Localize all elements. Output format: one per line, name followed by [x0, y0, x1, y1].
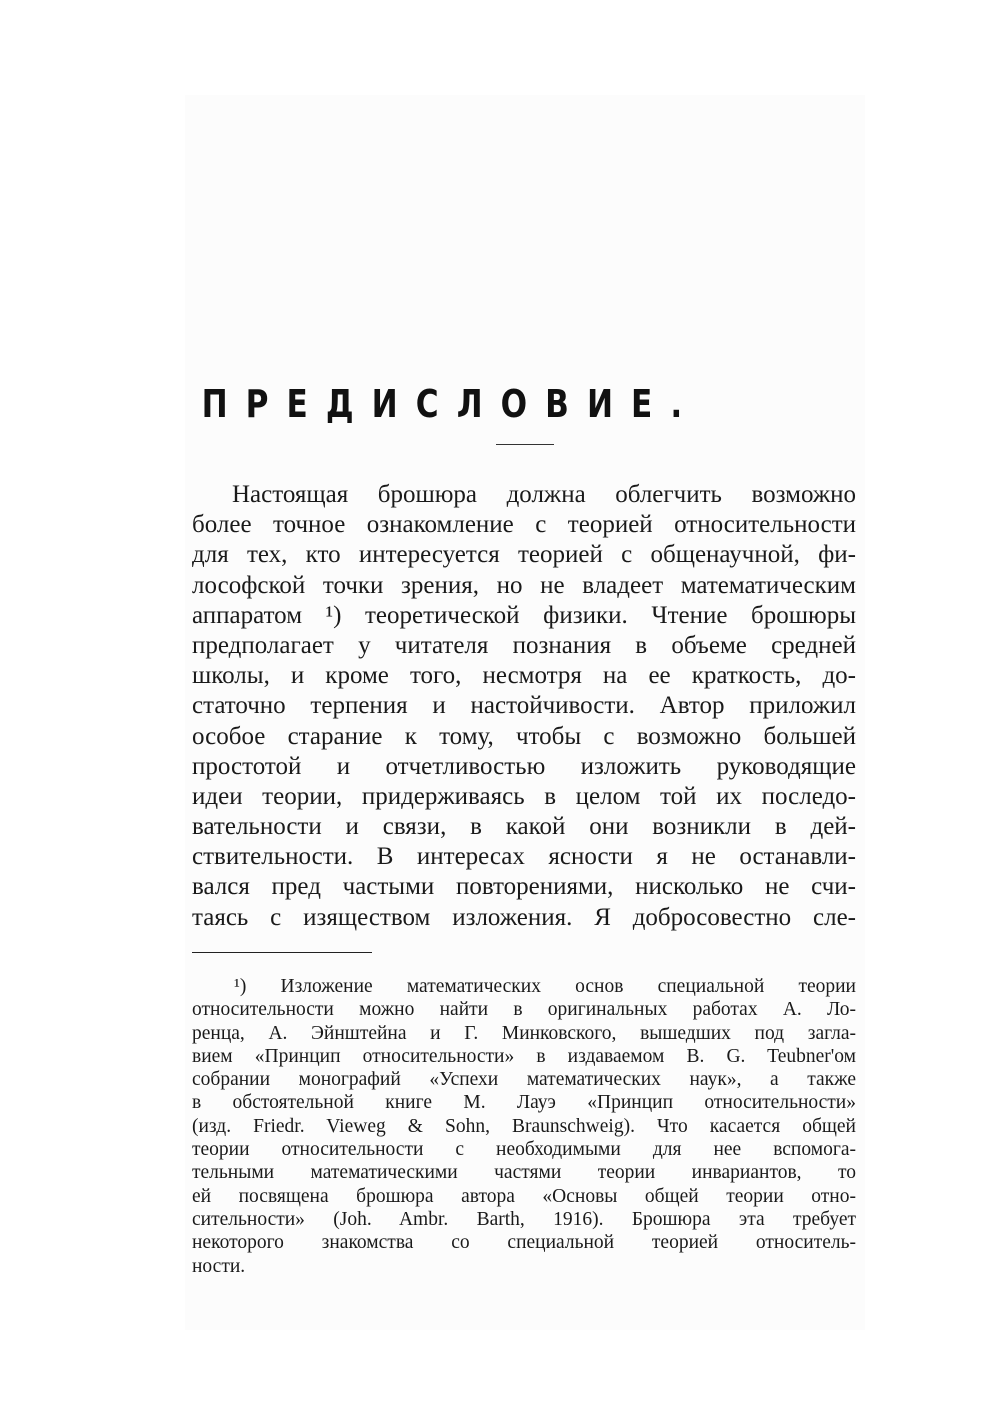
footnote-line: сительности» (Joh. Ambr. Barth, 1916). Брошюра эта требует — [192, 1208, 856, 1230]
body-line: Настоящая брошюра должна облегчить возможно — [232, 481, 856, 508]
footnote-line: некоторого знакомства со специальной теорией относитель- — [192, 1232, 856, 1254]
footnote-line: собрании монографий «Успехи математических наук», а также — [192, 1069, 856, 1091]
body-line: статочно терпения и настойчивости. Автор приложил — [192, 692, 856, 720]
footnote-divider — [192, 952, 372, 953]
body-line: простотой и отчетливостью изложить руководящие — [192, 752, 856, 780]
body-line: особое старание к тому, чтобы с возможно большей — [192, 722, 856, 750]
body-line: более точное ознакомление с теорией относительности — [192, 511, 856, 539]
footnote — [192, 975, 856, 1278]
body-line: таясь с изяществом изложения. Я добросовестно сле- — [192, 903, 856, 931]
body-line: аппаратом ¹) теоретической физики. Чтение брошюры — [192, 601, 856, 629]
footnote-line: ей посвящена брошюра автора «Основы общей теории отно- — [192, 1185, 856, 1207]
footnote-line: относительности можно найти в оригинальных работах А. Ло- — [192, 999, 856, 1021]
body-line: школы, и кроме того, несмотря на ее краткость, до- — [192, 662, 856, 690]
body-line: предполагает у читателя познания в объеме средней — [192, 631, 856, 659]
footnote-line: тельными математическими частями теории инвариантов, то — [192, 1162, 856, 1184]
title-divider — [496, 444, 554, 445]
body-line: ствительности. В интересах ясности я не останавли- — [192, 843, 856, 871]
body-line: для тех, кто интересуется теорией с общенаучной, фи- — [192, 541, 856, 569]
footnote-line: вием «Принцип относительности» в издаваемом B. G. Teubner'ом — [192, 1045, 856, 1067]
footnote-line: ¹) Изложение математических основ специальной теории — [234, 976, 856, 997]
footnote-line: ренца, А. Эйнштейна и Г. Минковского, вышедших под загла- — [192, 1022, 856, 1044]
footnote-line: (изд. Friedr. Vieweg & Sohn, Braunschweig). Что касается общей — [192, 1115, 856, 1137]
body-line: вательности и связи, в какой они возникли в дей- — [192, 813, 856, 841]
footnote-line: ности. — [192, 1255, 246, 1277]
footnote-line: теории относительности с необходимыми для нее вспомога- — [192, 1139, 856, 1161]
body-line: лософской точки зрения, но не владеет математическим — [192, 571, 856, 599]
body-line: идеи теории, придерживаясь в целом той их последо- — [192, 782, 856, 810]
body-line: вался пред частыми повторениями, нисколько не счи- — [192, 873, 856, 901]
page-title: ПРЕДИСЛОВИЕ. — [201, 382, 701, 426]
body-paragraph — [192, 480, 856, 933]
footnote-line: в обстоятельной книге М. Лауэ «Принцип относительности» — [192, 1092, 856, 1114]
